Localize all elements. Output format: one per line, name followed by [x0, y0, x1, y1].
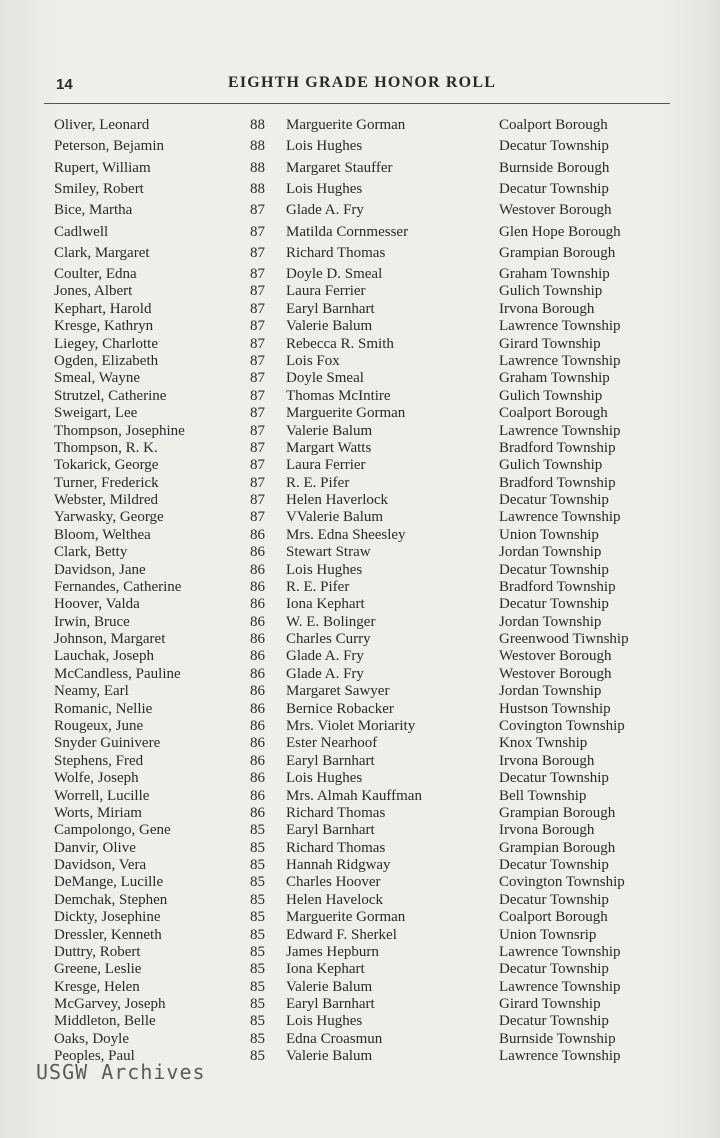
list-item: [0, 717, 720, 735]
teacher-name: Lois Fox: [286, 353, 340, 369]
student-name: Coulter, Edna: [54, 266, 137, 283]
student-name: Webster, Mildred: [54, 492, 158, 509]
score: 87: [250, 422, 265, 439]
student-name: McCandless, Pauline: [54, 665, 181, 682]
score: 85: [250, 822, 265, 839]
student-name: Stephens, Fred: [54, 752, 144, 769]
list-item: [0, 369, 720, 387]
student-name: Rougeux, June: [54, 717, 144, 734]
score: 87: [250, 439, 265, 456]
score: 86: [250, 596, 265, 613]
teacher-name: Marguerite Gorman: [286, 909, 406, 926]
score: 87: [250, 387, 265, 404]
school-name: Decatur Township: [499, 1013, 609, 1030]
list-item: [0, 821, 720, 839]
score: 87: [250, 405, 265, 422]
student-name: Clark, Margaret: [54, 244, 150, 261]
list-item: [0, 422, 720, 440]
school-name: Union Township: [499, 526, 599, 543]
teacher-name: Earyl Barnhart: [286, 752, 375, 769]
school-name: Westover Borough: [499, 202, 612, 219]
school-name: Lawrence Township: [499, 509, 621, 526]
teacher-name: Stewart Straw: [286, 544, 371, 561]
teacher-name: Rebecca R. Smith: [286, 335, 394, 352]
teacher-name: Doyle Smeal: [286, 370, 364, 387]
teacher-name: Richard Thomas: [286, 244, 386, 261]
list-item: [0, 439, 720, 457]
score: 87: [250, 457, 265, 474]
school-name: Lawrence Township: [499, 1048, 621, 1065]
teacher-name: Edna Croasmun: [286, 1030, 383, 1047]
school-name: Knox Twnship: [499, 735, 588, 752]
list-item: [0, 491, 720, 509]
score: 85: [250, 1030, 265, 1047]
school-name: Jordan Township: [499, 544, 602, 561]
teacher-name: Marguerite Gorman: [286, 117, 406, 133]
score: 86: [250, 631, 265, 648]
school-name: Grampian Borough: [499, 839, 616, 856]
score: 85: [250, 978, 265, 995]
score: 86: [250, 648, 265, 665]
student-name: Johnson, Margaret: [54, 631, 166, 648]
teacher-name: Margart Watts: [286, 439, 372, 456]
teacher-name: Valerie Balum: [286, 1048, 373, 1065]
teacher-name: Earyl Barnhart: [286, 996, 375, 1013]
school-name: Decatur Township: [499, 857, 609, 874]
teacher-name: Earyl Barnhart: [286, 300, 375, 317]
score: 87: [250, 202, 265, 219]
student-name: Smeal, Wayne: [54, 370, 140, 387]
score: 86: [250, 613, 265, 630]
list-item: [0, 508, 720, 526]
school-name: Decatur Township: [499, 961, 609, 978]
teacher-name: Marguerite Gorman: [286, 405, 406, 422]
list-item: [0, 960, 720, 978]
score: 85: [250, 996, 265, 1013]
list-item: [0, 265, 720, 283]
list-item: [0, 223, 720, 241]
score: 87: [250, 266, 265, 283]
score: 85: [250, 839, 265, 856]
school-name: Decatur Township: [499, 138, 609, 155]
list-item: [0, 387, 720, 405]
student-name: Peoples, Paul: [54, 1048, 135, 1065]
list-item: [0, 682, 720, 700]
school-name: Covington Township: [499, 874, 625, 891]
list-item: [0, 891, 720, 909]
teacher-name: Richard Thomas: [286, 804, 386, 821]
score: 85: [250, 1048, 265, 1065]
student-name: Smiley, Robert: [54, 180, 144, 197]
school-name: Burnside Township: [499, 1030, 616, 1047]
list-item: [0, 734, 720, 752]
teacher-name: Charles Curry: [286, 631, 371, 648]
school-name: Decatur Township: [499, 561, 609, 578]
teacher-name: Bernice Robacker: [286, 700, 394, 717]
list-item: [0, 908, 720, 926]
score: 86: [250, 544, 265, 561]
score: 86: [250, 700, 265, 717]
score: 87: [250, 335, 265, 352]
student-name: Oaks, Doyle: [54, 1030, 129, 1047]
list-item: [0, 700, 720, 718]
teacher-name: Laura Ferrier: [286, 457, 366, 474]
list-item: [0, 352, 720, 370]
list-item: [0, 335, 720, 353]
teacher-name: Charles Hoover: [286, 874, 381, 891]
student-name: Greene, Leslie: [54, 961, 142, 978]
teacher-name: James Hepburn: [286, 943, 379, 960]
score: 86: [250, 526, 265, 543]
list-item: [0, 578, 720, 596]
page-header: [56, 74, 670, 98]
teacher-name: Mrs. Edna Sheesley: [286, 526, 406, 543]
list-item: [0, 856, 720, 874]
score: 86: [250, 683, 265, 700]
teacher-name: Richard Thomas: [286, 839, 386, 856]
score: 87: [250, 223, 265, 240]
score: 85: [250, 943, 265, 960]
school-name: Decatur Township: [499, 596, 609, 613]
school-name: Greenwood Tiwnship: [499, 631, 629, 648]
list-item: [0, 1030, 720, 1048]
school-name: Burnside Borough: [499, 159, 610, 176]
score: 86: [250, 770, 265, 787]
school-name: Bradford Township: [499, 474, 616, 491]
school-name: Covington Township: [499, 717, 625, 734]
teacher-name: Lois Hughes: [286, 180, 363, 197]
list-item: [0, 282, 720, 300]
watermark: USGW Archives: [36, 1060, 206, 1084]
teacher-name: Edward F. Sherkel: [286, 926, 397, 943]
score: 87: [250, 370, 265, 387]
teacher-name: Iona Kephart: [286, 596, 365, 613]
list-item: [0, 180, 720, 198]
student-name: Davidson, Vera: [54, 857, 147, 874]
list-item: [0, 1012, 720, 1030]
list-item: [0, 787, 720, 805]
school-name: Coalport Borough: [499, 405, 608, 422]
student-name: Irwin, Bruce: [54, 613, 130, 630]
list-item: [0, 561, 720, 579]
school-name: Hustson Township: [499, 700, 611, 717]
score: 86: [250, 561, 265, 578]
teacher-name: Glade A. Fry: [286, 202, 364, 219]
student-name: Bice, Martha: [54, 202, 133, 219]
student-name: Worts, Miriam: [54, 804, 142, 821]
teacher-name: W. E. Bolinger: [286, 613, 376, 630]
school-name: Bradford Township: [499, 578, 616, 595]
student-name: Kresge, Helen: [54, 978, 140, 995]
score: 86: [250, 578, 265, 595]
student-name: Romanic, Nellie: [54, 700, 153, 717]
teacher-name: Doyle D. Smeal: [286, 266, 383, 283]
student-name: Hoover, Valda: [54, 596, 140, 613]
student-name: Campolongo, Gene: [54, 822, 171, 839]
page-title: EIGHTH GRADE HONOR ROLL: [228, 74, 497, 91]
student-name: Worrell, Lucille: [54, 787, 150, 804]
student-name: Neamy, Earl: [54, 683, 129, 700]
list-item: [0, 769, 720, 787]
teacher-name: Mrs. Violet Moriarity: [286, 717, 416, 734]
list-item: [0, 804, 720, 822]
score: 85: [250, 891, 265, 908]
score: 85: [250, 857, 265, 874]
list-item: [0, 137, 720, 155]
list-item: [0, 474, 720, 492]
score: 86: [250, 665, 265, 682]
school-name: Coalport Borough: [499, 117, 608, 133]
list-item: [0, 595, 720, 613]
school-name: Lawrence Township: [499, 353, 621, 369]
student-name: Rupert, William: [54, 159, 151, 176]
score: 87: [250, 474, 265, 491]
score: 88: [250, 117, 265, 133]
list-item: [0, 978, 720, 996]
teacher-name: Valerie Balum: [286, 422, 373, 439]
teacher-name: Earyl Barnhart: [286, 822, 375, 839]
teacher-name: Mrs. Almah Kauffman: [286, 787, 422, 804]
score: 87: [250, 318, 265, 335]
school-name: Lawrence Township: [499, 422, 621, 439]
score: 87: [250, 353, 265, 369]
student-name: Dressler, Kenneth: [54, 926, 162, 943]
school-name: Grampian Borough: [499, 804, 616, 821]
list-item: [0, 116, 720, 134]
student-name: Turner, Frederick: [54, 474, 159, 491]
teacher-name: Margaret Sawyer: [286, 683, 390, 700]
school-name: Irvona Borough: [499, 752, 595, 769]
teacher-name: Helen Havelock: [286, 891, 384, 908]
student-name: Bloom, Welthea: [54, 526, 151, 543]
teacher-name: Valerie Balum: [286, 318, 373, 335]
school-name: Lawrence Township: [499, 318, 621, 335]
student-name: Danvir, Olive: [54, 839, 136, 856]
school-name: Jordan Township: [499, 613, 602, 630]
list-item: [0, 456, 720, 474]
student-name: Strutzel, Catherine: [54, 387, 167, 404]
list-item: [0, 839, 720, 857]
list-item: [0, 404, 720, 422]
student-name: McGarvey, Joseph: [54, 996, 166, 1013]
school-name: Gulich Township: [499, 387, 603, 404]
school-name: Gulich Township: [499, 283, 603, 300]
school-name: Grampian Borough: [499, 244, 616, 261]
teacher-name: Lois Hughes: [286, 561, 363, 578]
school-name: Decatur Township: [499, 770, 609, 787]
score: 88: [250, 180, 265, 197]
student-name: Davidson, Jane: [54, 561, 146, 578]
score: 88: [250, 138, 265, 155]
list-item: [0, 873, 720, 891]
teacher-name: Laura Ferrier: [286, 283, 366, 300]
list-item: [0, 613, 720, 631]
teacher-name: Matilda Cornmesser: [286, 223, 409, 240]
student-name: Middleton, Belle: [54, 1013, 156, 1030]
score: 87: [250, 300, 265, 317]
list-item: [0, 926, 720, 944]
teacher-name: VValerie Balum: [286, 509, 384, 526]
list-item: [0, 201, 720, 219]
header-rule: [44, 103, 670, 104]
score: 85: [250, 961, 265, 978]
teacher-name: Margaret Stauffer: [286, 159, 393, 176]
score: 88: [250, 159, 265, 176]
teacher-name: Helen Haverlock: [286, 492, 389, 509]
student-name: Ogden, Elizabeth: [54, 353, 159, 369]
score: 85: [250, 1013, 265, 1030]
page-number: 14: [56, 76, 73, 93]
teacher-name: Iona Kephart: [286, 961, 365, 978]
score: 87: [250, 492, 265, 509]
school-name: Decatur Township: [499, 492, 609, 509]
student-name: Wolfe, Joseph: [54, 770, 139, 787]
school-name: Union Townsrip: [499, 926, 597, 943]
student-name: Thompson, R. K.: [54, 439, 158, 456]
school-name: Graham Township: [499, 370, 610, 387]
school-name: Gulich Township: [499, 457, 603, 474]
list-item: [0, 630, 720, 648]
list-item: [0, 943, 720, 961]
teacher-name: Valerie Balum: [286, 978, 373, 995]
student-name: Clark, Betty: [54, 544, 128, 561]
teacher-name: Lois Hughes: [286, 1013, 363, 1030]
score: 86: [250, 717, 265, 734]
teacher-name: R. E. Pifer: [286, 474, 350, 491]
teacher-name: R. E. Pifer: [286, 578, 350, 595]
teacher-name: Lois Hughes: [286, 770, 363, 787]
list-item: [0, 543, 720, 561]
student-name: Snyder Guinivere: [54, 735, 161, 752]
school-name: Irvona Borough: [499, 300, 595, 317]
student-name: Oliver, Leonard: [54, 117, 150, 133]
school-name: Decatur Township: [499, 180, 609, 197]
school-name: Bell Township: [499, 787, 587, 804]
student-name: Fernandes, Catherine: [54, 578, 182, 595]
student-name: Jones, Albert: [54, 283, 133, 300]
school-name: Lawrence Township: [499, 978, 621, 995]
list-item: [0, 159, 720, 177]
score: 85: [250, 909, 265, 926]
score: 86: [250, 787, 265, 804]
teacher-name: Glade A. Fry: [286, 665, 364, 682]
student-name: Kephart, Harold: [54, 300, 152, 317]
score: 87: [250, 244, 265, 261]
teacher-name: Hannah Ridgway: [286, 857, 391, 874]
student-name: Peterson, Bejamin: [54, 138, 164, 155]
student-name: Kresge, Kathryn: [54, 318, 154, 335]
school-name: Bradford Township: [499, 439, 616, 456]
list-item: [0, 244, 720, 262]
teacher-name: Thomas McIntire: [286, 387, 391, 404]
school-name: Graham Township: [499, 266, 610, 283]
student-name: Dickty, Josephine: [54, 909, 161, 926]
teacher-name: Lois Hughes: [286, 138, 363, 155]
school-name: Jordan Township: [499, 683, 602, 700]
list-item: [0, 317, 720, 335]
teacher-name: Ester Nearhoof: [286, 735, 378, 752]
school-name: Girard Township: [499, 335, 601, 352]
school-name: Glen Hope Borough: [499, 223, 621, 240]
list-item: [0, 300, 720, 318]
student-name: Cadlwell: [54, 223, 109, 240]
student-name: DeMange, Lucille: [54, 874, 164, 891]
score: 86: [250, 804, 265, 821]
school-name: Westover Borough: [499, 648, 612, 665]
teacher-name: Glade A. Fry: [286, 648, 364, 665]
score: 85: [250, 926, 265, 943]
list-item: [0, 995, 720, 1013]
school-name: Lawrence Township: [499, 943, 621, 960]
student-name: Duttry, Robert: [54, 943, 141, 960]
score: 85: [250, 874, 265, 891]
score: 86: [250, 735, 265, 752]
list-item: [0, 647, 720, 665]
list-item: [0, 665, 720, 683]
school-name: Coalport Borough: [499, 909, 608, 926]
student-name: Demchak, Stephen: [54, 891, 168, 908]
score: 87: [250, 509, 265, 526]
student-name: Lauchak, Joseph: [54, 648, 154, 665]
student-name: Tokarick, George: [54, 457, 159, 474]
student-name: Sweigart, Lee: [54, 405, 138, 422]
school-name: Decatur Township: [499, 891, 609, 908]
school-name: Westover Borough: [499, 665, 612, 682]
student-name: Thompson, Josephine: [54, 422, 185, 439]
score: 87: [250, 283, 265, 300]
score: 86: [250, 752, 265, 769]
school-name: Girard Township: [499, 996, 601, 1013]
school-name: Irvona Borough: [499, 822, 595, 839]
student-name: Yarwasky, George: [54, 509, 164, 526]
list-item: [0, 752, 720, 770]
list-item: [0, 526, 720, 544]
student-name: Liegey, Charlotte: [54, 335, 158, 352]
